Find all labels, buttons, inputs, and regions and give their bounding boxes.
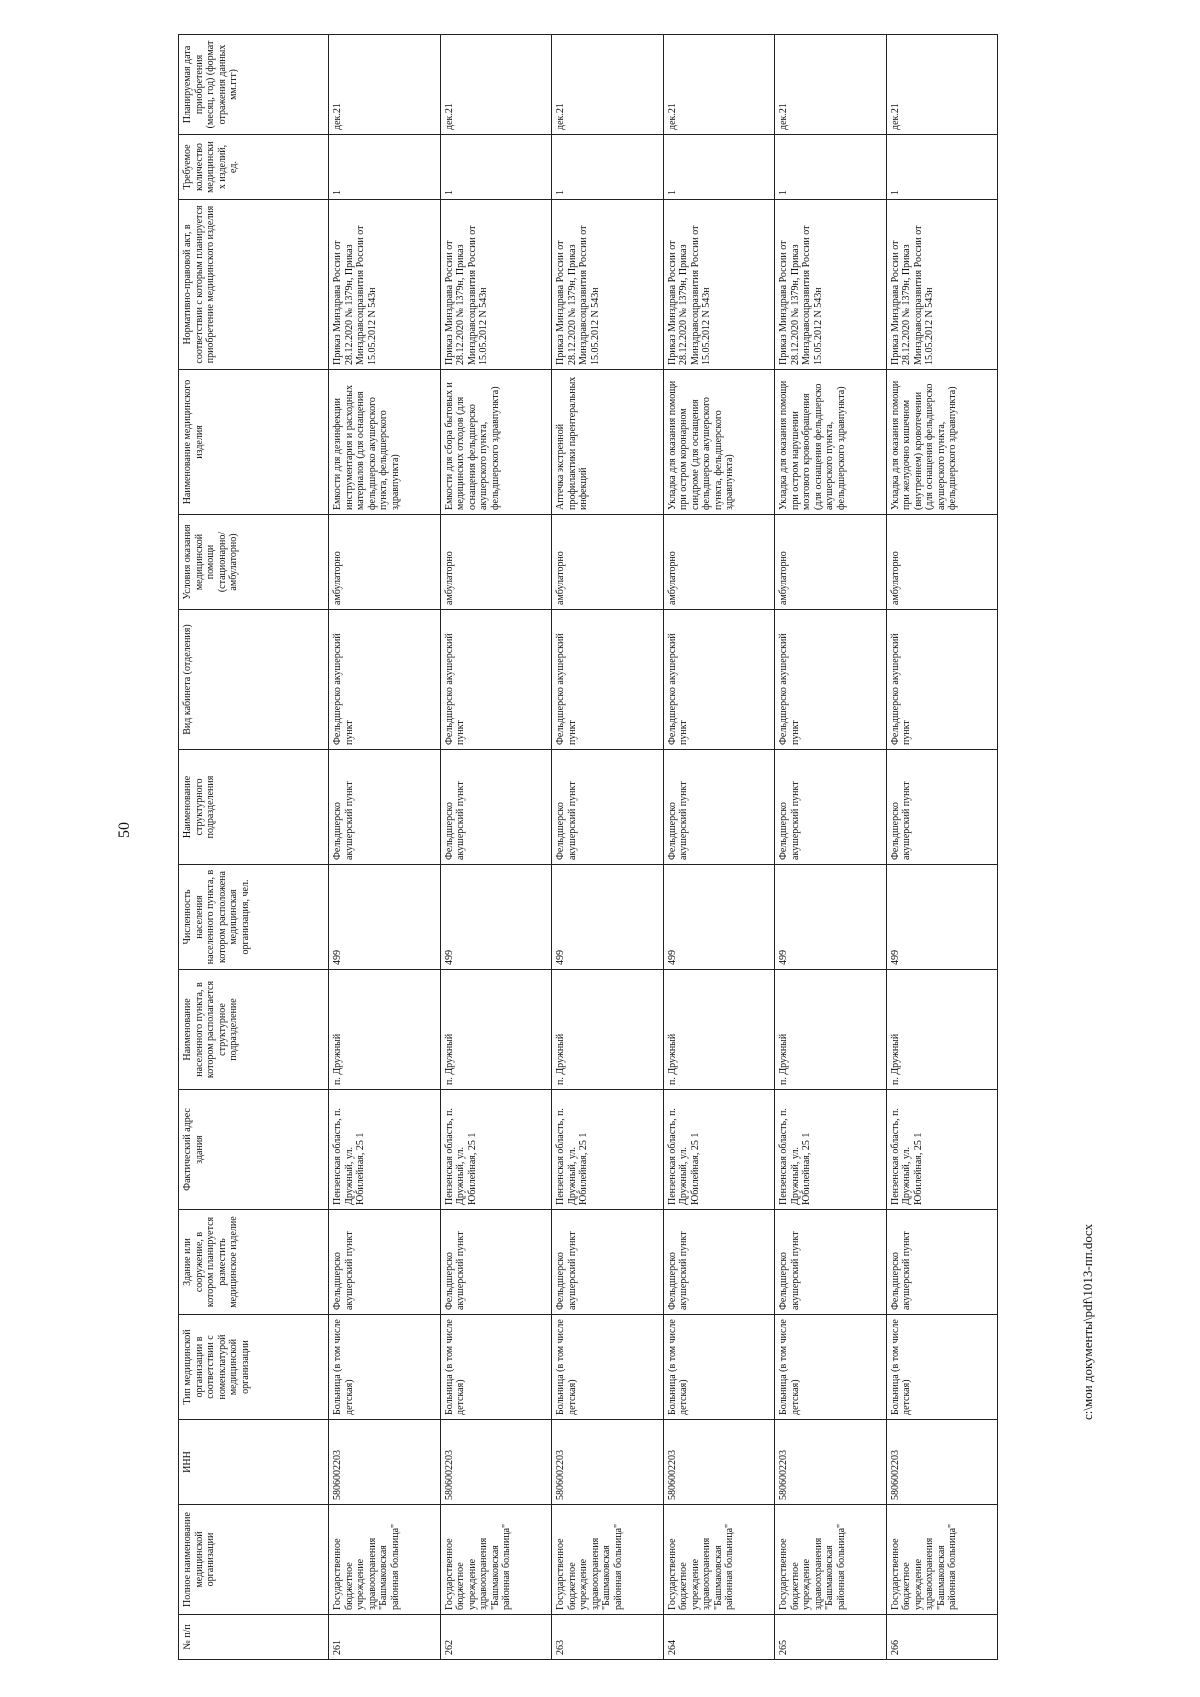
header-cell: Наименование медицинского изделия [179,370,329,515]
cell-qty: 1 [886,135,998,200]
cell-address: Пензенская область, п. Дружный, ул. Юбилейная, 25 1 [663,1090,775,1210]
cell-number: 263 [552,1615,664,1660]
cell-settlement: п. Дружный [329,970,441,1090]
cell-inn: 5806002203 [329,1420,441,1505]
cell-org: Государственное бюджетное учреждение здравоохранения "Башмаковская районная больница" [440,1505,552,1615]
cell-date: дек.21 [663,35,775,135]
table-row [552,35,664,1660]
cell-address: Пензенская область, п. Дружный, ул. Юбилейная, 25 1 [440,1090,552,1210]
cell-cabinet: Фельдшерско акушерский пункт [329,610,441,750]
cell-population: 499 [663,865,775,970]
cell-settlement: п. Дружный [775,970,887,1090]
cell-org: Государственное бюджетное учреждение здравоохранения "Башмаковская районная больница" [775,1505,887,1615]
document-path-footer: c:\мои документы\pdf\1013-пп.docx [1080,1223,1095,1420]
cell-qty: 1 [329,135,441,200]
cell-number: 266 [886,1615,998,1660]
cell-cabinet: Фельдшерско акушерский пункт [663,610,775,750]
cell-qty: 1 [552,135,664,200]
cell-population: 499 [552,865,664,970]
header-cell: Наименование структурного подразделения [179,750,329,865]
cell-number: 264 [663,1615,775,1660]
cell-org: Государственное бюджетное учреждение здравоохранения "Башмаковская районная больница" [886,1505,998,1615]
table-row [440,35,552,1660]
cell-date: дек.21 [440,35,552,135]
cell-act: Приказ Минздрава России от 28.12.2020 № 1379н, Приказ Минздравсоцразвития России от 15.05.2012 N 543н [663,200,775,370]
rotated-table-wrapper [178,35,998,1660]
table-row [663,35,775,1660]
cell-conditions: амбулаторно [775,515,887,610]
cell-device: Укладка для оказания помощи при желудочно кишечном (внутреннем) кровотечении (для оснащения фельдшерско акушерского пункта, фельдшерского здравпункта) [886,370,998,515]
cell-org: Государственное бюджетное учреждение здравоохранения "Башмаковская районная больница" [663,1505,775,1615]
cell-org: Государственное бюджетное учреждение здравоохранения "Башмаковская районная больница" [552,1505,664,1615]
cell-act: Приказ Минздрава России от 28.12.2020 № 1379н, Приказ Минздравсоцразвития России от 15.05.2012 N 543н [775,200,887,370]
cell-population: 499 [886,865,998,970]
cell-conditions: амбулаторно [663,515,775,610]
cell-cabinet: Фельдшерско акушерский пункт [440,610,552,750]
medical-devices-table [178,34,998,1660]
cell-inn: 5806002203 [886,1420,998,1505]
cell-building: Фельдшерско акушерский пункт [329,1210,441,1315]
cell-act: Приказ Минздрава России от 28.12.2020 № 1379н, Приказ Минздравсоцразвития России от 15.05.2012 N 543н [552,200,664,370]
cell-qty: 1 [440,135,552,200]
cell-type: Больница (в том числе детская) [886,1315,998,1420]
cell-device: Емкости для сбора бытовых и медицинских отходов (для оснащения фельдшерско акушерского пункта, фельдшерского здравпункта) [440,370,552,515]
cell-unit: Фельдшерско акушерский пункт [663,750,775,865]
header-cell: Вид кабинета (отделения) [179,610,329,750]
cell-type: Больница (в том числе детская) [440,1315,552,1420]
cell-unit: Фельдшерско акушерский пункт [440,750,552,865]
cell-number: 265 [775,1615,887,1660]
header-cell: Планируемая дата приобретения (месяц, год) (формат отражения данных мм.ггг) [179,35,329,135]
cell-number: 262 [440,1615,552,1660]
cell-inn: 5806002203 [775,1420,887,1505]
cell-building: Фельдшерско акушерский пункт [552,1210,664,1315]
table-header-row [179,35,329,1660]
cell-building: Фельдшерско акушерский пункт [886,1210,998,1315]
cell-settlement: п. Дружный [440,970,552,1090]
cell-population: 499 [440,865,552,970]
cell-type: Больница (в том числе детская) [663,1315,775,1420]
cell-population: 499 [775,865,887,970]
cell-type: Больница (в том числе детская) [329,1315,441,1420]
cell-cabinet: Фельдшерско акушерский пункт [552,610,664,750]
header-cell: Тип медицинской организации в соответствии с номенклатурой медицинской организации [179,1315,329,1420]
cell-settlement: п. Дружный [663,970,775,1090]
cell-unit: Фельдшерско акушерский пункт [552,750,664,865]
cell-unit: Фельдшерско акушерский пункт [886,750,998,865]
cell-inn: 5806002203 [663,1420,775,1505]
table-row [329,35,441,1660]
cell-date: дек.21 [552,35,664,135]
cell-settlement: п. Дружный [886,970,998,1090]
cell-building: Фельдшерско акушерский пункт [440,1210,552,1315]
table-row [886,35,998,1660]
cell-cabinet: Фельдшерско акушерский пункт [775,610,887,750]
cell-conditions: амбулаторно [552,515,664,610]
cell-qty: 1 [775,135,887,200]
header-cell: Численность населения населенного пункта, в котором расположена медицинская организация, чел. [179,865,329,970]
cell-conditions: амбулаторно [329,515,441,610]
cell-conditions: амбулаторно [440,515,552,610]
cell-type: Больница (в том числе детская) [775,1315,887,1420]
header-cell: Наименование населенного пункта, в котором располагается структурное подразделение [179,970,329,1090]
cell-settlement: п. Дружный [552,970,664,1090]
cell-cabinet: Фельдшерско акушерский пункт [886,610,998,750]
cell-date: дек.21 [329,35,441,135]
cell-act: Приказ Минздрава России от 28.12.2020 № 1379н, Приказ Минздравсоцразвития России от 15.05.2012 N 543н [886,200,998,370]
cell-device: Укладка для оказания помощи при остром коронарном синдроме (для оснащения фельдшерско акушерского пункта, фельдшерского здравпункта) [663,370,775,515]
header-cell: № п/п [179,1615,329,1660]
cell-address: Пензенская область, п. Дружный, ул. Юбилейная, 25 1 [886,1090,998,1210]
table-row [775,35,887,1660]
cell-date: дек.21 [886,35,998,135]
cell-device: Аптечка экстренной профилактики парентеральных инфекций [552,370,664,515]
cell-unit: Фельдшерско акушерский пункт [775,750,887,865]
cell-building: Фельдшерско акушерский пункт [775,1210,887,1315]
header-cell: Условия оказания медицинской помощи (стационарно/ амбулаторно) [179,515,329,610]
cell-address: Пензенская область, п. Дружный, ул. Юбилейная, 25 1 [329,1090,441,1210]
cell-population: 499 [329,865,441,970]
cell-org: Государственное бюджетное учреждение здравоохранения "Башмаковская районная больница" [329,1505,441,1615]
cell-act: Приказ Минздрава России от 28.12.2020 № 1379н, Приказ Минздравсоцразвития России от 15.05.2012 N 543н [440,200,552,370]
header-cell: Требуемое количество медицинских изделий, ед. [179,135,329,200]
cell-device: Укладка для оказания помощи при остром нарушении мозгового кровообращения (для оснащения фельдшерско акушерского пункта, фельдшерского здравпункта) [775,370,887,515]
cell-type: Больница (в том числе детская) [552,1315,664,1420]
cell-building: Фельдшерско акушерский пункт [663,1210,775,1315]
cell-unit: Фельдшерско акушерский пункт [329,750,441,865]
cell-act: Приказ Минздрава России от 28.12.2020 № 1379н, Приказ Минздравсоцразвития России от 15.05.2012 N 543н [329,200,441,370]
page-number: 50 [116,822,133,838]
cell-conditions: амбулаторно [886,515,998,610]
header-cell: Полное наименование медицинской организации [179,1505,329,1615]
header-cell: Фактический адрес здания [179,1090,329,1210]
cell-date: дек.21 [775,35,887,135]
cell-inn: 5806002203 [440,1420,552,1505]
header-cell: ИНН [179,1420,329,1505]
cell-qty: 1 [663,135,775,200]
cell-address: Пензенская область, п. Дружный, ул. Юбилейная, 25 1 [775,1090,887,1210]
cell-device: Емкости для дезинфекции инструментария и расходных материалов (для оснащения фельдшерско акушерского пункта, фельдшерского здравпункта) [329,370,441,515]
header-cell: Нормативно-правовой акт, в соответствии с которым планируется приобретение медицинского изделия [179,200,329,370]
cell-address: Пензенская область, п. Дружный, ул. Юбилейная, 25 1 [552,1090,664,1210]
header-cell: Здание или сооружение, в котором планируется разместить медицинское изделие [179,1210,329,1315]
cell-inn: 5806002203 [552,1420,664,1505]
cell-number: 261 [329,1615,441,1660]
